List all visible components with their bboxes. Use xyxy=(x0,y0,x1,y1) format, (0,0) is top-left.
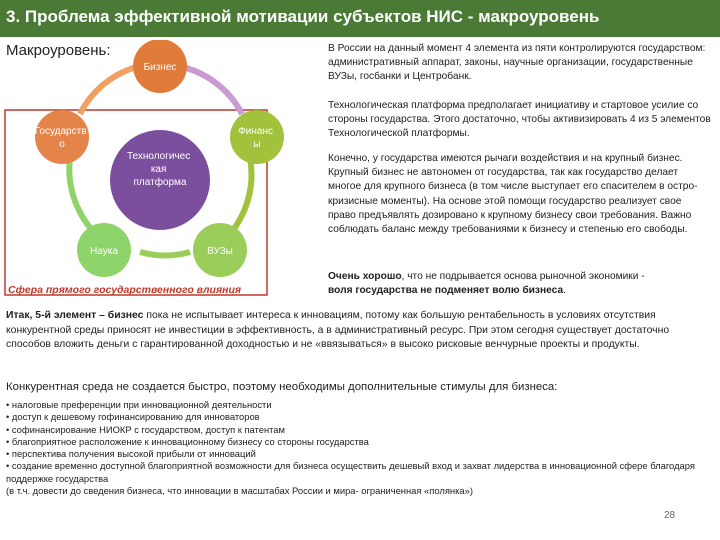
p4-text: , что не подрывается основа рыночной экономики - xyxy=(401,271,645,282)
right-paragraph-3: Конечно, у государства имеются рычаги воздействия и на крупный бизнес. Крупный бизнес не автономен от государства, так как государство делает многое для крупного бизнеса (в том числе выступает его спасителем в острокризисные моменты). На основе этой помощи государство реализует свое право предъявлять дозировано к крупному бизнесу свои требования. Важно соблюдать баланс между требованиями к бизнесу и степенью его свободы. xyxy=(328,153,698,236)
right-paragraph-2: Технологическая платформа предполагает инициативу и стартовое усилие со стороны государства. Этого достаточно, чтобы активизировать 4 из 5 элементов Технологической платформы. xyxy=(328,100,711,140)
conclusion-text: пока не испытывает интереса к инновациям, потому как большую рентабельность в условиях отсутствия конкурентной среды приносят не инвестиции в эффективность, а в административный ресурс. При этом сегодня существует достаточно способов вложить деньги с гарантированной доходностью и не «ввязываться» в высоко рисковые венчурные проекты и продукты. xyxy=(6,310,670,351)
right-paragraph-1: В России на данный момент 4 элемента из пяти контролируются государством: административный аппарат, законы, научные организации, государственные ВУЗы, госбанки и Центробанк. xyxy=(328,43,706,83)
arc-science-state xyxy=(69,158,98,236)
list-item: • софинансирование НИОКР с государством, доступ к патентам xyxy=(6,423,285,435)
right-paragraph-4 xyxy=(328,270,712,298)
conclusion-bold: Итак, 5-й элемент – бизнес xyxy=(6,310,144,321)
node-state xyxy=(35,110,89,164)
node-finance-label: Финанс xyxy=(238,126,274,137)
node-finance-label: ы xyxy=(253,139,261,150)
node-state-label: Государств xyxy=(34,126,87,137)
node-finance xyxy=(230,110,284,164)
center-label-line: кая xyxy=(150,164,167,175)
svg-text:Наука xyxy=(90,246,118,257)
p4-bold-start: Очень хорошо xyxy=(328,271,402,282)
svg-text:ВУЗы xyxy=(207,246,233,257)
p4-bold-end: воля государства не подменяет волю бизнеса xyxy=(328,285,564,297)
list-item: • доступ к дешевому гофинансированию для инноваторов xyxy=(6,411,260,423)
sphere-caption: Сфера прямого государственного влияния xyxy=(8,284,242,296)
list-item: (в т.ч. довести до сведения бизнеса, что инновации в масштабах России и мира- ограниченная «полянка») xyxy=(6,485,473,497)
nis-cycle-diagram xyxy=(0,40,320,302)
list-item: • создание временно доступной благоприятной возможности для бизнеса осуществить дешевый вход и захват лидерства в инновационной сфере благодаря поддержке государства xyxy=(6,460,695,484)
p4-end: . xyxy=(563,285,566,297)
level-label: Макроуровень: xyxy=(6,42,111,59)
svg-text:Бизнес xyxy=(144,62,177,73)
center-label-line: Технологичес xyxy=(126,151,191,162)
conclusion-paragraph xyxy=(6,309,714,353)
list-item: • перспектива получения высокой прибыли от инноваций xyxy=(6,448,256,460)
page-number: 28 xyxy=(664,510,676,521)
list-item: • налоговые преференции при инновационной деятельности xyxy=(6,399,272,410)
arc-universities-science xyxy=(140,252,190,255)
node-universities-label: ВУЗы xyxy=(207,246,233,257)
competitive-heading: Конкурентная среда не создается быстро, поэтому необходимы дополнительные стимулы для бизнеса: xyxy=(6,381,558,393)
node-business-label: Бизнес xyxy=(143,62,177,73)
center-label-line: платформа xyxy=(133,177,187,188)
node-science-label: Наука xyxy=(90,246,118,257)
incentives-list xyxy=(6,399,714,497)
arc-finance-universities xyxy=(228,158,252,236)
title-bar xyxy=(0,0,720,37)
list-item: • благоприятное расположение к инновационному бизнесу со стороны государства xyxy=(6,435,369,447)
arc-state-business xyxy=(80,66,140,114)
page-title: 3. Проблема эффективной мотивации субъектов НИС - макроуровень xyxy=(6,7,600,26)
node-state-label: о xyxy=(59,139,65,150)
arc-business-finance xyxy=(178,66,242,114)
